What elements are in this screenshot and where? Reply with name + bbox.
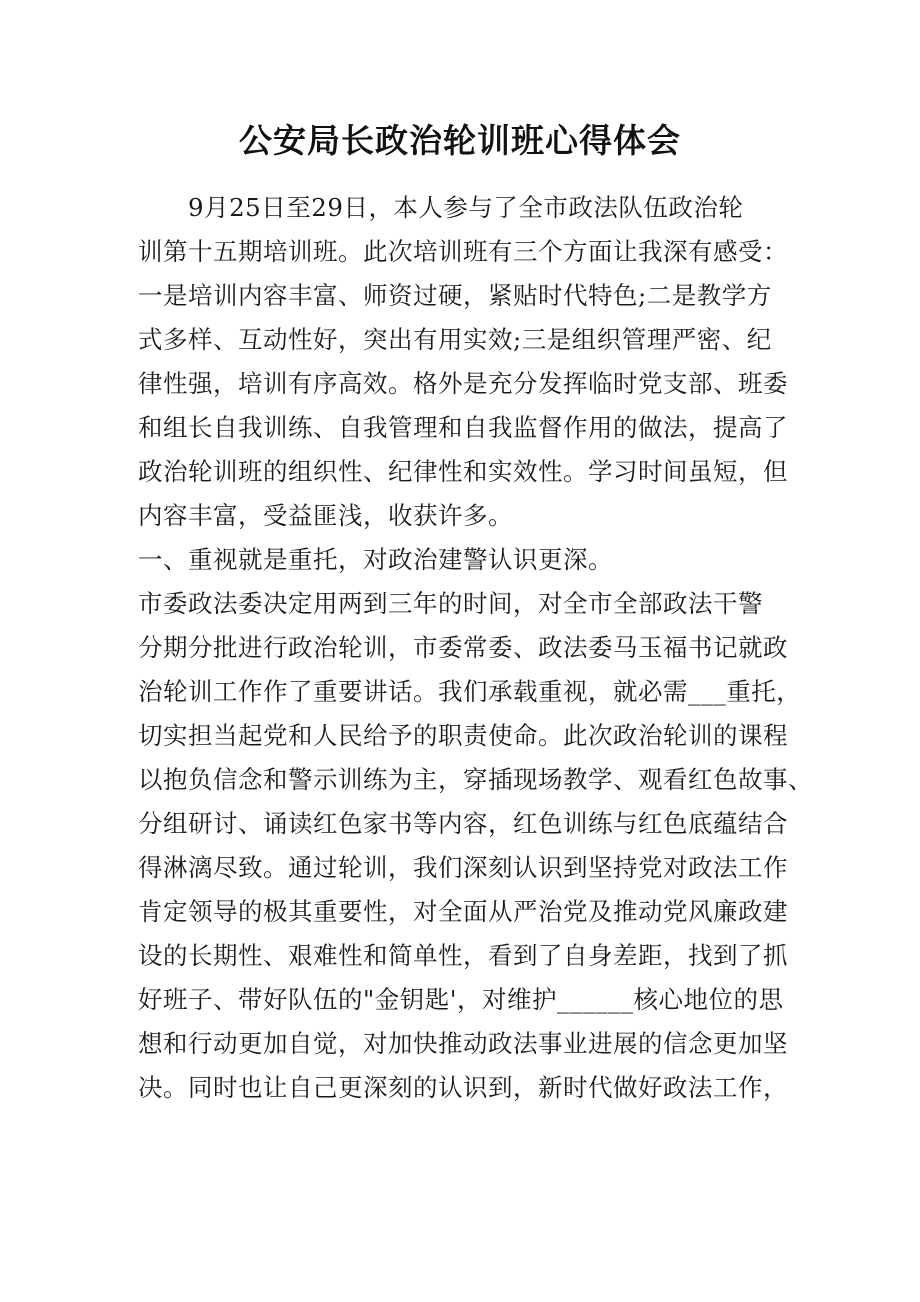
body-line: 市委政法委决定用两到三年的时间，对全市全部政法干警 [138, 589, 763, 618]
body-line: 政治轮训班的组织性、纪律性和实效性。学习时间虽短，但 [138, 457, 788, 486]
body-line: 肯定领导的极其重要性，对全面从严治党及推动党风廉政建 [138, 897, 788, 926]
body-line: 式多样、互动性好，突出有用实效;三是组织管理严密、纪 [138, 325, 772, 354]
body-line: 得淋漓尽致。通过轮训，我们深刻认识到坚持党对政法工作 [138, 853, 788, 882]
body-line: 律性强，培训有序高效。格外是充分发挥临时党支部、班委 [138, 369, 788, 398]
body-line: 好班子、带好队伍的"金钥匙'，对维护______核心地位的思 [138, 985, 784, 1014]
body-line: 决。同时也让自己更深刻的认识到，新时代做好政法工作， [138, 1073, 788, 1102]
body-line: 治轮训工作作了重要讲话。我们承载重视，就必需___重托， [138, 677, 802, 706]
body-line: 分组研讨、诵读红色家书等内容，红色训练与红色底蕴结合 [138, 809, 788, 838]
body-line: 设的长期性、艰难性和简单性，看到了自身差距，找到了抓 [138, 941, 788, 970]
body-line: 9月25日至29日，本人参与了全市政法队伍政治轮 [138, 193, 744, 222]
body-line: 以抱负信念和警示训练为主，穿插现场教学、观看红色故事、 [138, 765, 813, 794]
body-line: 一是培训内容丰富、师资过硬，紧贴时代特色;二是教学方 [138, 281, 772, 310]
document-title: 公安局长政治轮训班心得体会 [239, 121, 681, 160]
body-line: 想和行动更加自觉，对加快推动政法事业进展的信念更加坚 [138, 1029, 788, 1058]
document-body [138, 186, 813, 1110]
body-line: 内容丰富，受益匪浅，收获许多。 [138, 501, 513, 530]
body-line: 和组长自我训练、自我管理和自我监督作用的做法，提高了 [138, 413, 788, 442]
section-heading: 一、重视就是重托，对政治建警认识更深。 [138, 545, 613, 574]
body-line: 切实担当起党和人民给予的职责使命。此次政治轮训的课程 [138, 721, 788, 750]
body-line: 训第十五期培训班。此次培训班有三个方面让我深有感受： [138, 237, 788, 266]
body-line: 分期分批进行政治轮训，市委常委、政法委马玉福书记就政 [138, 633, 788, 662]
